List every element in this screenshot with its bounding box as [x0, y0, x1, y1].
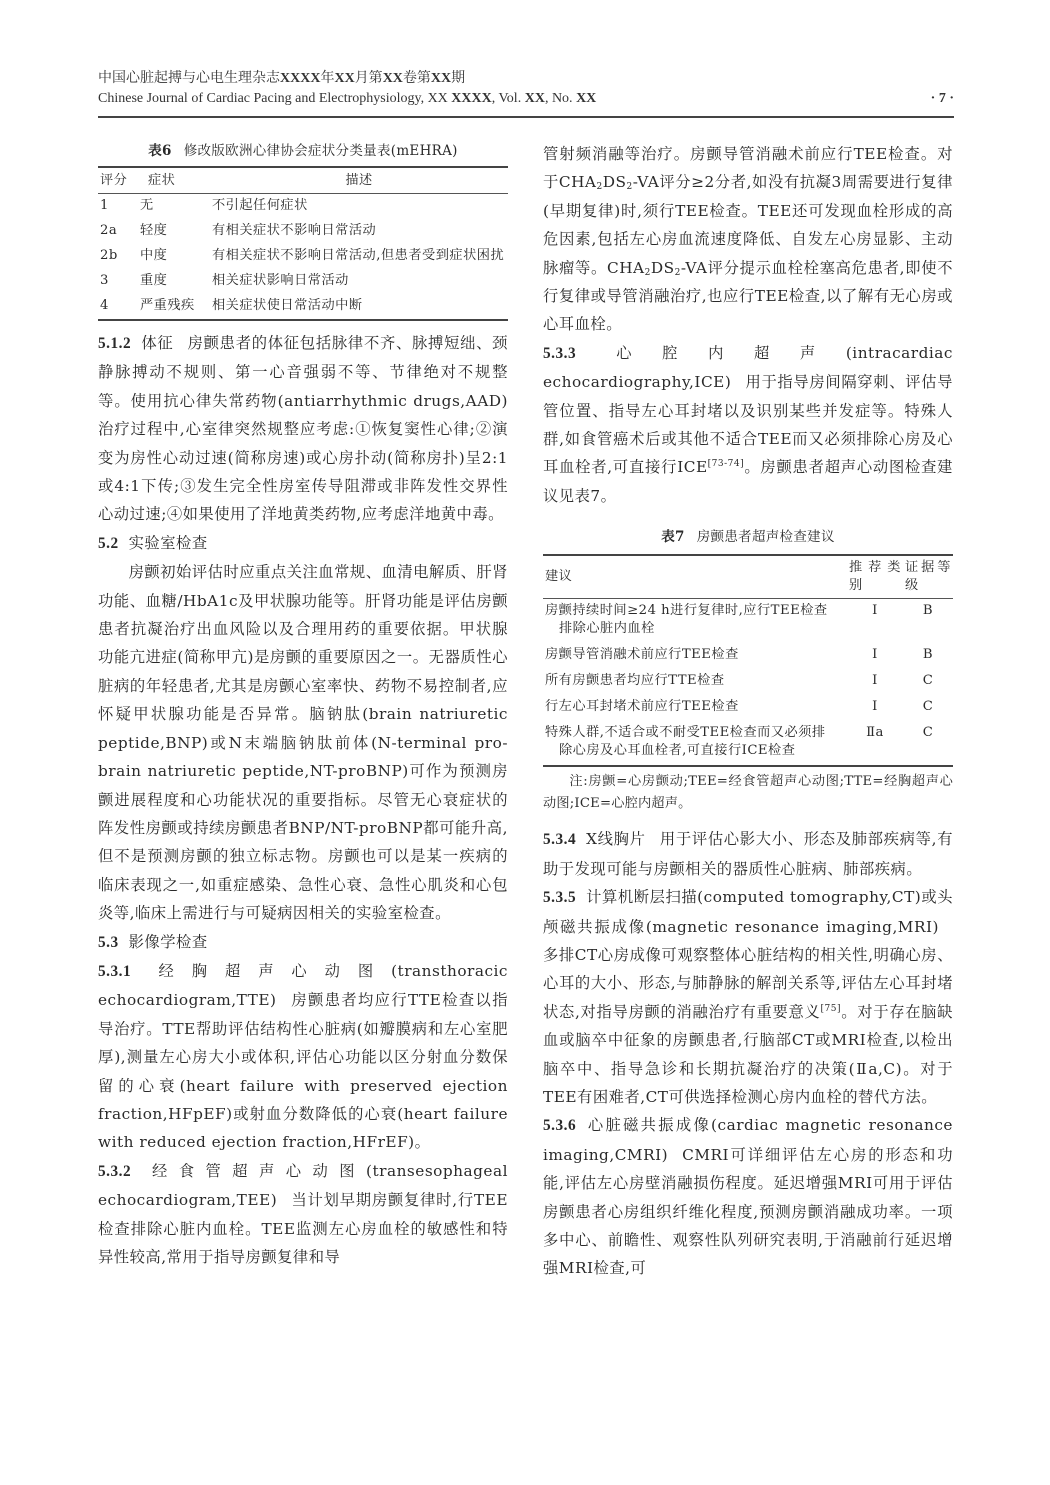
table6 — [98, 166, 508, 321]
table-row: 1 无 不引起任何症状 — [100, 198, 308, 213]
section-5-3-2: 5.3.2 经食管超声心动图(transesophageal echocardiogram,TEE) 当计划早期房颤复律时,行TEE检查排除心脏内血栓。TEE监测左心房血栓的敏感性和特异性较高,常用于指导房颤复律和导 — [98, 1161, 508, 1266]
table-row: 所有房颤患者均应行TTE检查 Ⅰ C — [545, 673, 934, 689]
table-row: 4 严重残疾 相关症状使日常活动中断 — [100, 298, 363, 313]
table-row: 房颤导管消融术前应行TEE检查 Ⅰ B — [545, 647, 934, 663]
page-number: · 7 · — [930, 91, 954, 106]
table-header-row: 评分 症状 描述 — [98, 167, 508, 194]
table-row: 3 重度 相关症状影响日常活动 — [100, 273, 349, 288]
section-5-3-1: 5.3.1 经胸超声心动图(transthoracic echocardiogram,TTE) 房颤患者均应行TTE检查以指导治疗。TTE帮助评估结构性心脏病(如瓣膜病和左心室肥厚),测量左心房大小或体积,评估心功能以区分射血分数保留的心衰(heart failure with preserved ejection fraction,HFpEF)或射血分数降低的心衰(heart failure with reduced ejection fraction,HFrEF)。 — [98, 961, 508, 1152]
section-5-3-4: 5.3.4 X线胸片 用于评估心影大小、形态及肺部疾病等,有助于发现可能与房颤相关的器质性心脏病、肺部疾病。 — [543, 830, 954, 878]
table7-note: 注:房颤=心房颤动;TEE=经食管超声心动图;TTE=经胸超声心动图;ICE=心腔内超声。 — [543, 774, 953, 812]
table-row: 房颤持续时间≥24 h进行复律时,应行TEE检查 排除心脏内血栓 Ⅰ B — [545, 603, 934, 637]
section-5-2-heading: 5.2 实验室检查 — [98, 533, 208, 552]
table-row: 特殊人群,不适合或不耐受TEE检查而又必须排 除心房及心耳血栓者,可直接行ICE检查 Ⅱa C — [545, 725, 934, 759]
table7 — [543, 554, 953, 767]
section-5-3-5: 5.3.5 计算机断层扫描(computed tomography,CT)或头颅磁共振成像(magnetic resonance imaging,MRI)多排CT心房成像可观察整体心脏结构的相关性,明确心房、心耳的大小、形态,与肺静脉的解剖关系等,评估左心耳封堵状态,对指导房颤的消融治疗有重要意义[75]。对于存在脑缺血或脑卒中征象的房颤患者,行脑部CT或MRI检查,以检出脑卒中、指导急诊和长期抗凝治疗的决策(Ⅱa,C)。对于TEE有困难者,CT可供选择检测心房内血栓的替代方法。 — [543, 888, 953, 1106]
table-header-row: 建议 推荐类别 证据等级 — [543, 555, 953, 599]
journal-title-en: Chinese Journal of Cardiac Pacing and Electrophysiology, XX XXXX, Vol. XX, No. XX · 7 · — [98, 89, 954, 109]
table-row: 2b 中度 有相关症状不影响日常活动,但患者受到症状困扰 — [100, 248, 505, 263]
citation[interactable]: [73-74] — [707, 459, 745, 470]
section-5-3-6: 5.3.6 心脏磁共振成像(cardiac magnetic resonance imaging,CMRI) CMRI可详细评估左心房的形态和功能,评估左心房壁消融损伤程度。延迟增强MRI可用于评估房颤患者心房组织纤维化程度,预测房颤消融成功率。一项多中心、前瞻性、观察性队列研究表明,于消融前行延迟增强MRI检查,可 — [543, 1116, 953, 1278]
section-heading: 体征 — [141, 334, 174, 352]
section-5-3-2-continued: 管射频消融等治疗。房颤导管消融术前应行TEE检查。对于$CHA_2DS_2-VA$评分≥2分者,如没有抗凝3周需要进行复律(早期复律)时,须行TEE检查。TEE还可发现血栓形成的高危因素,包括左心房血流速度降低、自发左心房显影、主动脉瘤等。$CHA_2DS_2-VA$评分提示血栓栓塞高危患者,即使不行复律或导管消融治疗,也应行TEE检查,以了解有无心房或心耳血栓。 — [543, 145, 953, 334]
running-header — [98, 68, 954, 118]
header-rule — [98, 116, 954, 118]
table6-caption: 表6 修改版欧洲心律协会症状分类量表(mEHRA) — [148, 143, 458, 159]
table-row: 行左心耳封堵术前应行TEE检查 Ⅰ C — [545, 699, 934, 715]
table7-caption: 表7 房颤患者超声检查建议 — [661, 529, 835, 546]
section-5-3-3: 5.3.3 心腔内超声(intracardiac echocardiography,ICE) 用于指导房间隔穿刺、评估导管位置、指导左心耳封堵以及识别某些并发症等。特殊人群,如食管癌术后或其他不适合TEE而又必须排除心房及心耳血栓者,可直接行ICE[73-74]。房颤患者超声心动图检查建议见表7。 — [543, 343, 953, 505]
table-row: 2a 轻度 有相关症状不影响日常活动 — [100, 223, 377, 238]
section-5-2-body: 房颤初始评估时应重点关注血常规、血清电解质、肝肾功能、血糖/HbA1c及甲状腺功能等。肝肾功能是评估房颤患者抗凝治疗出血风险以及合理用药的重要依据。甲状腺功能亢进症(简称甲亢)是房颤的重要原因之一。无器质性心脏病的年轻患者,尤其是房颤心室率快、药物不易控制者,应怀疑甲状腺功能是否异常。脑钠肽(brain natriuretic peptide,BNP)或N末端脑钠肽前体(N-terminal pro-brain natriuretic peptide,NT-proBNP)可作为预测房颤进展程度和心功能状况的重要指标。尽管无心衰症状的阵发性房颤或持续房颤患者BNP/NT-proBNP都可能升高,但不是预测房颤的独立标志物。房颤也可以是某一疾病的临床表现之一,如重症感染、急性心衰、急性心肌炎和心包炎等,临床上需进行与可疑病因相关的实验室检查。 — [98, 563, 508, 923]
journal-title-cn: 中国心脏起搏与心电生理杂志XXXX年XX月第XX卷第XX期 — [98, 70, 466, 86]
section-5-1-2: 5.1.2 体征 房颤患者的体征包括脉律不齐、脉搏短绌、颈静脉搏动不规则、第一心音强弱不等、节律绝对不规整等。使用抗心律失常药物(antiarrhythmic drugs,AAD)治疗过程中,心室律突然规整应考虑:①恢复窦性心律;②演变为房性心动过速(简称房速)或心房扑动(简称房扑)呈2:1或4:1下传;③发生完全性房室传导阻滞或非阵发性交界性心动过速;④如果使用了洋地黄类药物,应考虑洋地黄中毒。 — [98, 334, 508, 524]
citation[interactable]: [75] — [820, 1003, 841, 1014]
section-5-3-heading: 5.3 影像学检查 — [98, 932, 208, 951]
left-column — [98, 140, 508, 1271]
right-column — [543, 140, 953, 1283]
